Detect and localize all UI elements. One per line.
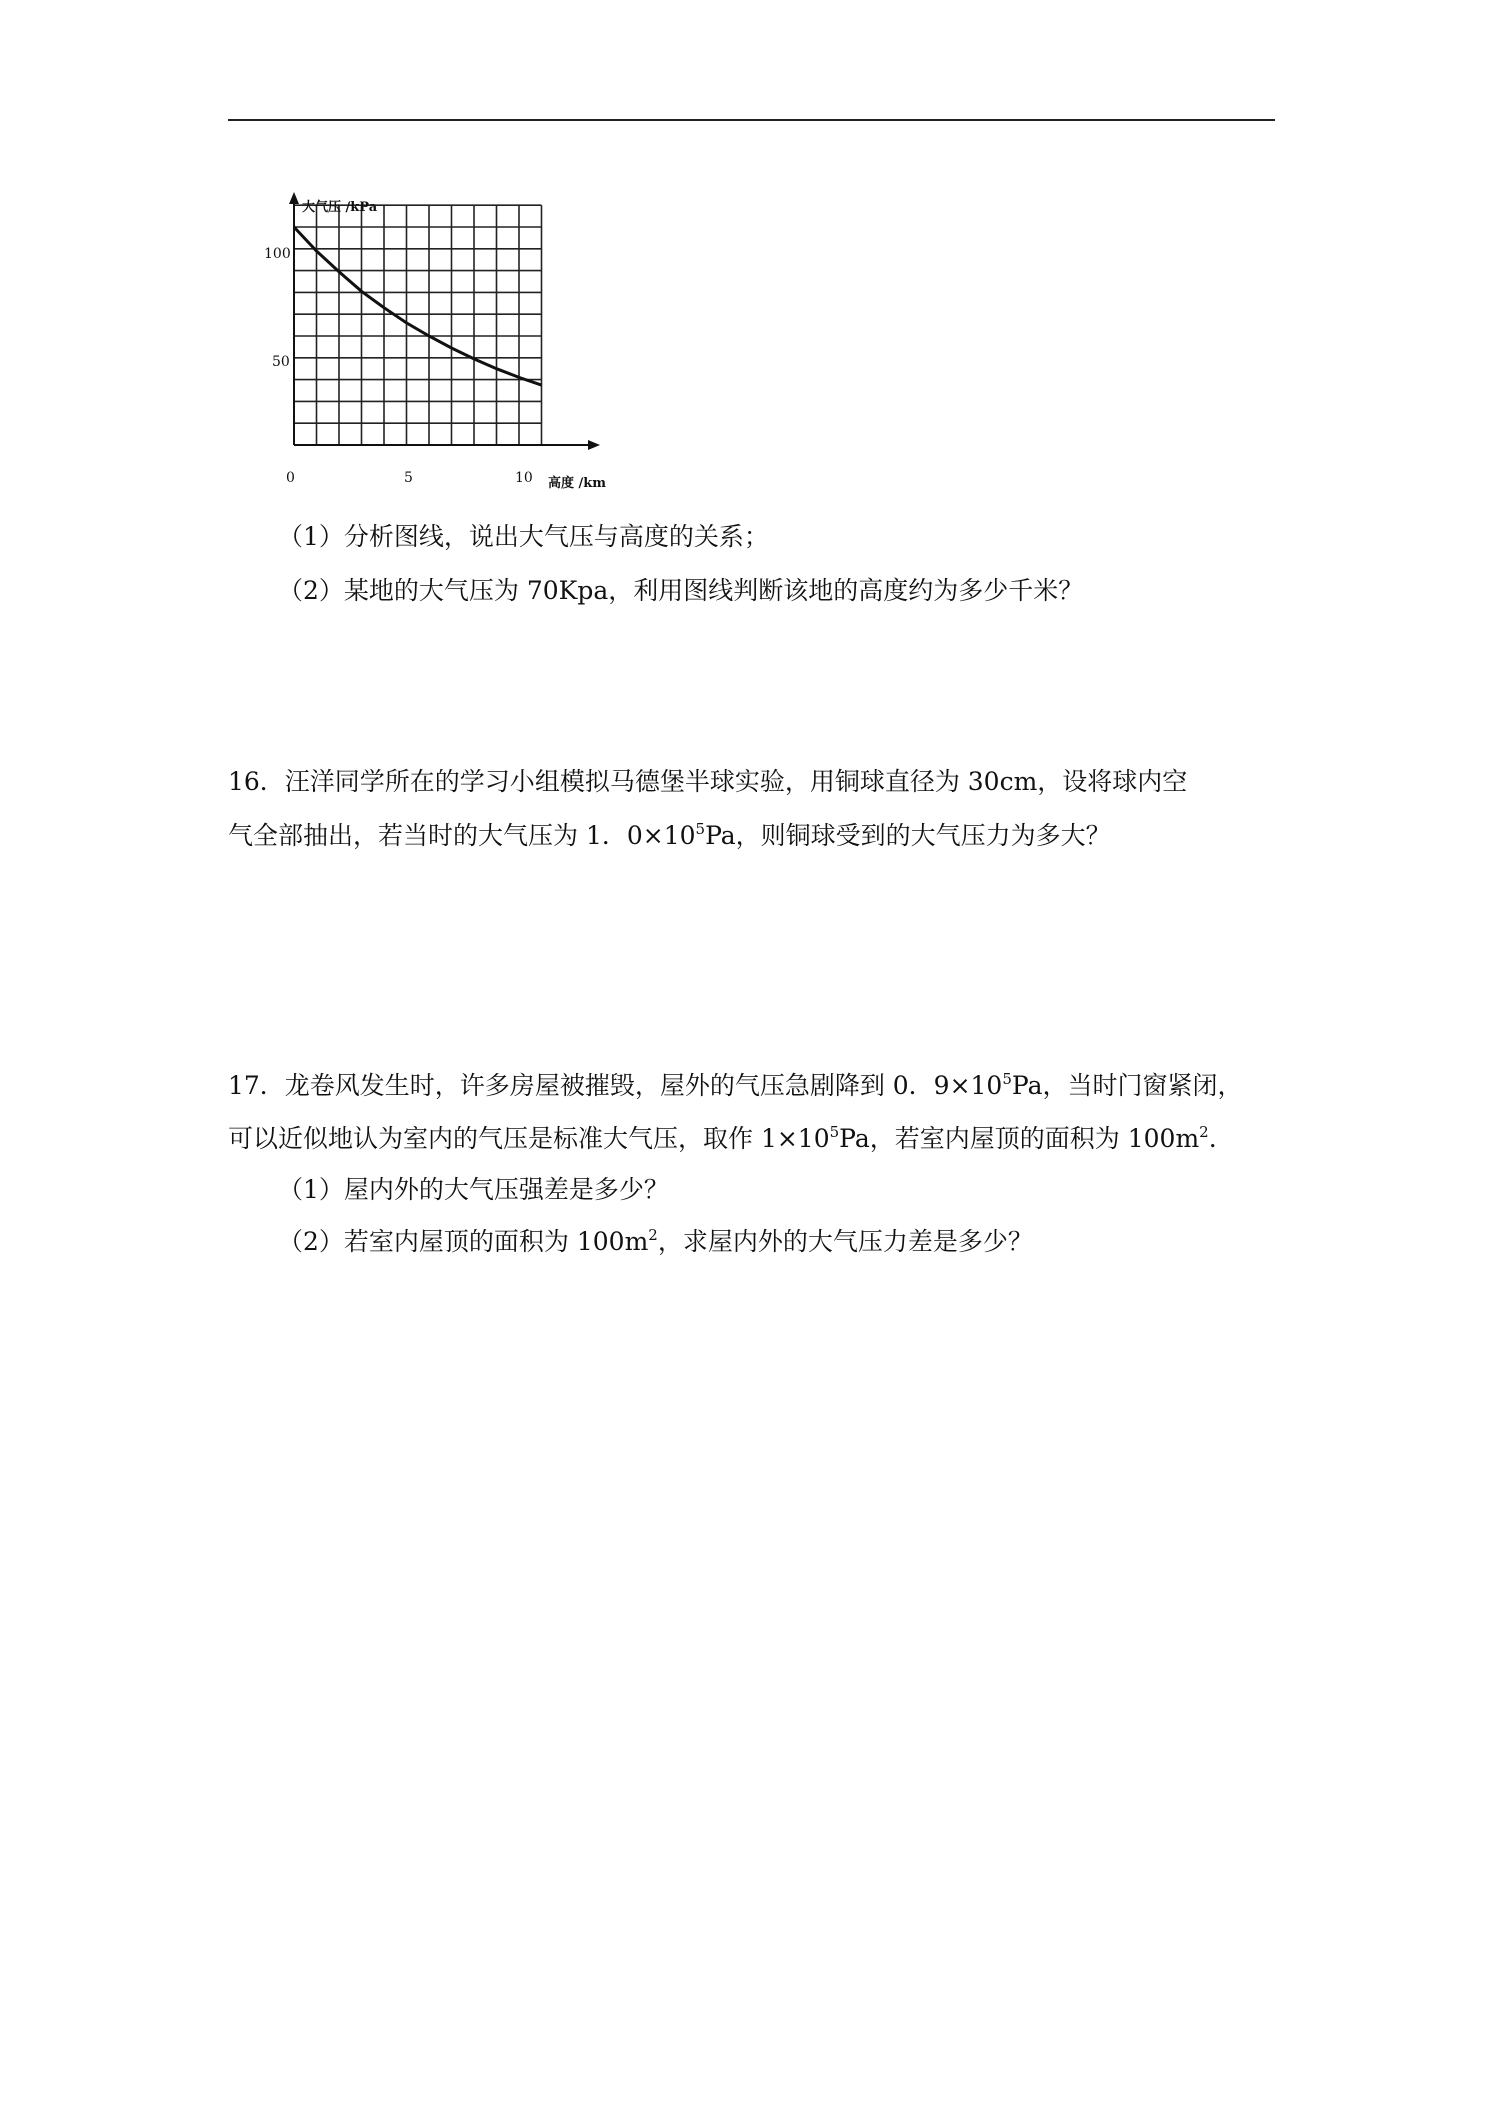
q15-sub2: （2）某地的大气压为 70Kpa，利用图线判断该地的高度约为多少千米？ [278, 576, 1084, 605]
x-tick-label-0: 0 [286, 470, 295, 486]
x-tick-label-5: 5 [404, 470, 413, 486]
x-axis-arrow [588, 440, 600, 450]
q16-line2-a: 气全部抽出，若当时的大气压为 1．0×10 [228, 821, 696, 850]
header-rule [228, 119, 1275, 121]
q17-line2-a: 可以近似地认为室内的气压是标准大气压，取作 1×10 [228, 1124, 830, 1153]
q17-line1-a: 17．龙卷风发生时，许多房屋被摧毁，屋外的气压急剧降到 0．9×10 [228, 1071, 1003, 1100]
x-axis-label: 高度 /km [548, 476, 607, 491]
chart-axes [264, 192, 606, 491]
q17-line2-sup1: 5 [829, 1123, 840, 1141]
q17-sub1: （1）屋内外的大气压强差是多少？ [278, 1175, 669, 1204]
q17-line2-sup2: 2 [1199, 1123, 1209, 1141]
q15-sub1: （1）分析图线，说出大气压与高度的关系； [278, 522, 769, 551]
y-tick-label-50: 50 [272, 354, 290, 370]
q17-line1-b: Pa，当时门窗紧闭， [1011, 1071, 1243, 1100]
q17-line2-b: Pa，若室内屋顶的面积为 100m [839, 1124, 1200, 1153]
x-tick-label-10: 10 [515, 470, 533, 486]
q17-sub2-sup: 2 [648, 1226, 658, 1244]
q17-line2-c: . [1208, 1124, 1217, 1153]
y-axis-label: 大气压 /kPa [302, 200, 378, 215]
pressure-curve [294, 227, 542, 385]
pressure-altitude-chart [262, 190, 622, 500]
q17-line1 [228, 1071, 1243, 1101]
q16-line2-b: Pa，则铜球受到的大气压力为多大？ [705, 821, 1111, 850]
chart-svg [262, 190, 622, 500]
q17-sub2 [278, 1227, 1033, 1257]
q17-line1-sup: 5 [1002, 1070, 1012, 1088]
q17-sub2-b: ，求屋内外的大气压力差是多少？ [657, 1227, 1033, 1256]
chart-grid [294, 205, 542, 445]
q16-line2-sup: 5 [695, 820, 706, 838]
q17-sub2-a: （2）若室内屋顶的面积为 100m [278, 1227, 649, 1256]
q17-line2 [228, 1124, 1217, 1154]
q16-line1: 16．汪洋同学所在的学习小组模拟马德堡半球实验，用铜球直径为 30cm，设将球内空 [228, 767, 1188, 796]
y-axis-arrow [289, 192, 299, 204]
y-tick-label-100: 100 [264, 246, 291, 262]
q16-line2 [228, 821, 1111, 851]
